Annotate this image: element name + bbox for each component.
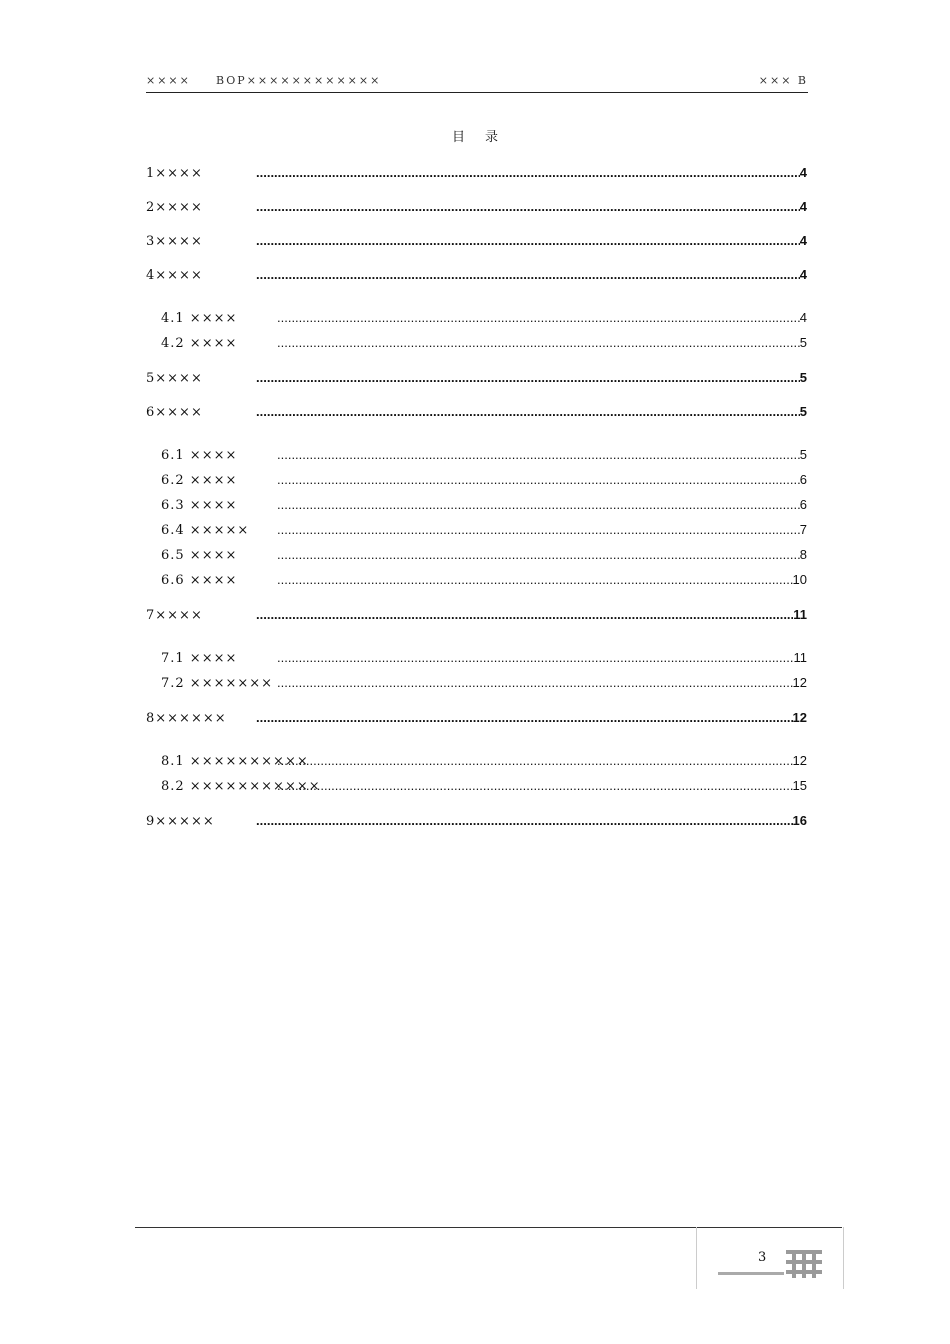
- toc-entry-page: 4: [799, 199, 807, 214]
- company-logo-icon: [784, 1248, 824, 1280]
- toc-entry[interactable]: [146, 335, 807, 360]
- toc-leader-dots: [256, 165, 800, 180]
- toc-leader-dots: [277, 335, 800, 350]
- toc-entry-label: 8.2 ×××××××××××: [161, 779, 321, 794]
- toc-entry-page: 5: [799, 370, 807, 385]
- toc-entry-page: 4: [799, 267, 807, 282]
- toc-entry-label: 6.5 ××××: [161, 548, 238, 563]
- toc-entry-page: 6: [799, 472, 807, 487]
- toc-entry[interactable]: [146, 472, 807, 497]
- toc-entry-label: 6.6 ××××: [161, 573, 238, 588]
- toc-entry-label: 3××××: [146, 234, 203, 249]
- toc-entry-page: 10: [792, 572, 807, 587]
- toc-entry-label: 8.1 ××××××××××: [161, 754, 309, 769]
- toc-entry[interactable]: [146, 710, 807, 744]
- toc-entry-label: 1××××: [146, 166, 203, 181]
- toc-entry-page: 8: [799, 547, 807, 562]
- toc-entry-page: 12: [792, 675, 807, 690]
- toc-entry[interactable]: [146, 199, 807, 233]
- toc-entry-page: 7: [799, 522, 807, 537]
- toc-entry-page: 11: [793, 607, 807, 622]
- toc-entry-page: 4: [799, 165, 807, 180]
- toc-entry[interactable]: [146, 267, 807, 301]
- toc-entry-page: 11: [793, 650, 807, 665]
- toc-entry-label: 6.4 ×××××: [161, 523, 250, 538]
- toc-entry-page: 5: [799, 404, 807, 419]
- footer-bar: [718, 1272, 784, 1275]
- toc-entry-page: 4: [799, 233, 807, 248]
- toc-entry-label: 8××××××: [146, 711, 227, 726]
- toc-leader-dots: [277, 497, 800, 512]
- toc-leader-dots: [277, 778, 793, 793]
- toc-entry-label: 6.1 ××××: [161, 448, 238, 463]
- toc-leader-dots: [277, 650, 794, 665]
- toc-entry[interactable]: [146, 778, 807, 803]
- toc-entry-label: 7.1 ××××: [161, 651, 238, 666]
- toc-entry[interactable]: [146, 233, 807, 267]
- toc-entry[interactable]: [146, 607, 807, 641]
- toc-leader-dots: [277, 675, 793, 690]
- toc-entry[interactable]: [146, 753, 807, 778]
- toc-leader-dots: [256, 607, 793, 622]
- toc-entry[interactable]: [146, 813, 807, 847]
- toc-leader-dots: [256, 813, 793, 828]
- toc-leader-dots: [256, 710, 793, 725]
- toc-entry-page: 6: [799, 497, 807, 512]
- toc-entry-label: 6.2 ××××: [161, 473, 238, 488]
- toc-entry[interactable]: [146, 547, 807, 572]
- toc-entry-page: 5: [799, 335, 807, 350]
- toc-entry[interactable]: [146, 522, 807, 547]
- toc-entry[interactable]: [146, 447, 807, 472]
- toc-leader-dots: [256, 233, 800, 248]
- toc-leader-dots: [277, 753, 793, 768]
- toc-leader-dots: [256, 199, 800, 214]
- toc-entry[interactable]: [146, 675, 807, 700]
- toc-entry-label: 7.2 ×××××××: [161, 676, 274, 691]
- toc-leader-dots: [256, 404, 800, 419]
- toc-leader-dots: [277, 310, 800, 325]
- header-left-text: ××××: [146, 74, 191, 87]
- toc-entry[interactable]: [146, 497, 807, 522]
- header-document-title: BOP××××××××××××: [216, 74, 382, 87]
- toc-entry-page: 12: [792, 710, 807, 725]
- toc-entry-label: 4××××: [146, 268, 203, 283]
- toc-leader-dots: [256, 370, 800, 385]
- toc-entry-page: 16: [792, 813, 807, 828]
- toc-leader-dots: [277, 572, 793, 587]
- toc-entry[interactable]: [146, 310, 807, 335]
- table-of-contents: [146, 165, 807, 847]
- toc-entry-label: 6××××: [146, 405, 203, 420]
- toc-entry[interactable]: [146, 572, 807, 597]
- toc-leader-dots: [256, 267, 800, 282]
- toc-entry[interactable]: [146, 165, 807, 199]
- toc-entry[interactable]: [146, 370, 807, 404]
- toc-leader-dots: [277, 472, 800, 487]
- toc-entry-label: 7××××: [146, 608, 203, 623]
- toc-entry-page: 5: [799, 447, 807, 462]
- header-revision: ××× B: [758, 74, 808, 87]
- toc-entry-page: 12: [792, 753, 807, 768]
- page-number: 3: [758, 1250, 767, 1265]
- toc-entry-label: 2××××: [146, 200, 203, 215]
- toc-entry-label: 9×××××: [146, 814, 215, 829]
- toc-entry-label: 6.3 ××××: [161, 498, 238, 513]
- toc-entry-page: 15: [792, 778, 807, 793]
- toc-leader-dots: [277, 522, 800, 537]
- toc-entry-page: 4: [799, 310, 807, 325]
- toc-entry[interactable]: [146, 404, 807, 438]
- toc-leader-dots: [277, 447, 800, 462]
- toc-entry-label: 4.1 ××××: [161, 311, 238, 326]
- toc-entry-label: 4.2 ××××: [161, 336, 238, 351]
- toc-leader-dots: [277, 547, 800, 562]
- toc-entry-label: 5××××: [146, 371, 203, 386]
- toc-entry[interactable]: [146, 650, 807, 675]
- page-header: [146, 74, 808, 93]
- toc-title: 目录: [451, 130, 518, 145]
